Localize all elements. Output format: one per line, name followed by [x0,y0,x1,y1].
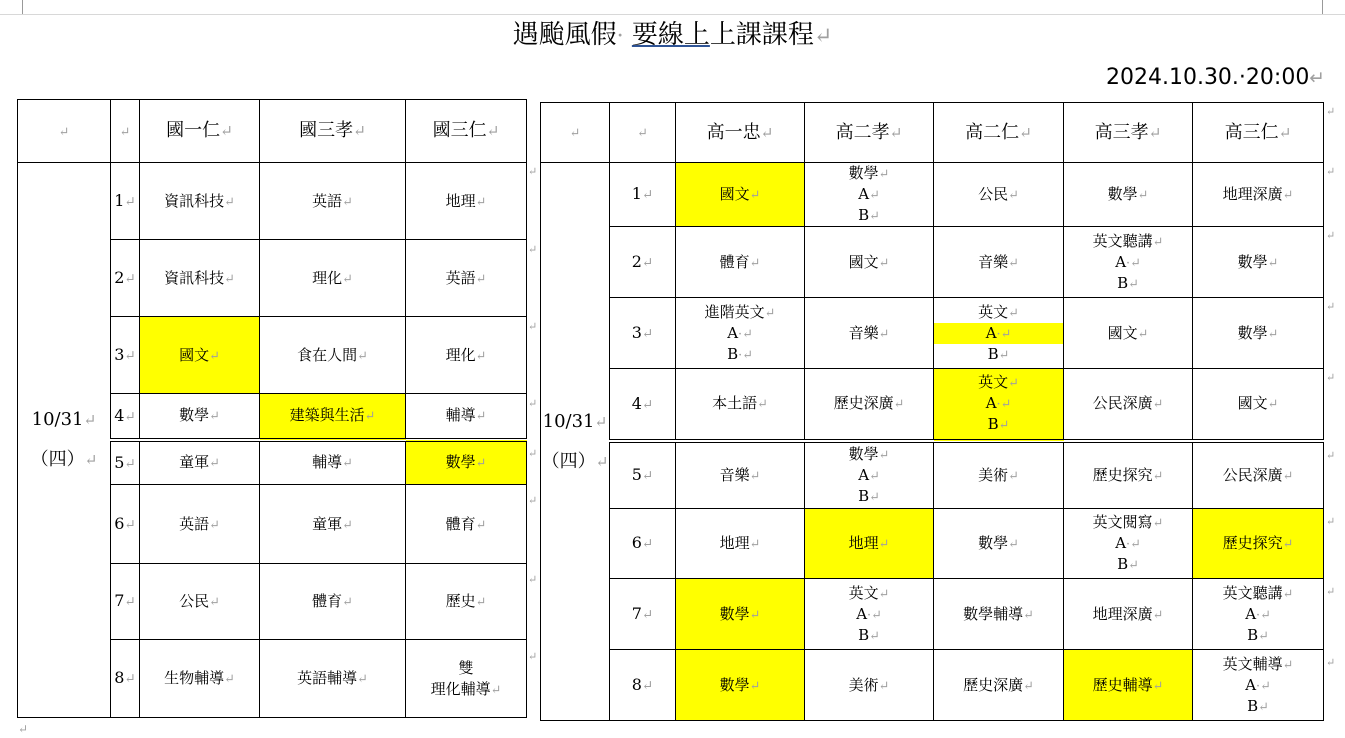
schedule-cell: 英語↵ [140,485,260,564]
schedule-cell: 本土語↵ [676,369,805,441]
period-number: 5↵ [610,441,676,509]
page-top-edge [0,0,1345,15]
period-number: 5↵ [111,440,140,485]
schedule-cell: 國文↵ [805,227,934,298]
row-end-mark: ↵ [1326,449,1336,462]
class-header: 高二仁↵ [934,103,1064,163]
header-period-cell: ↵ [610,103,676,163]
schedule-cell: 地理↵ [676,509,805,579]
class-header: 高三仁↵ [1193,103,1324,163]
schedule-cell: 歷史↵ [406,564,527,640]
schedule-cell: 英語輔導↵ [260,640,406,718]
row-end-mark: ↵ [528,494,538,507]
schedule-cell: 生物輔導↵ [140,640,260,718]
schedule-cell-highlighted: 數學↵ [406,440,527,485]
schedule-cell: 地理↵ [406,163,527,240]
schedule-cell: 音樂↵ [676,441,805,509]
period-number: 8↵ [111,640,140,718]
schedule-cell: 美術↵ [934,441,1064,509]
date-time-stamp [1106,64,1325,93]
schedule-cell: 理化↵ [406,317,527,394]
title-part-2: 要線上 [631,20,710,50]
schedule-cell: 美術↵ [805,650,934,721]
period-number: 4↵ [111,394,140,440]
margin-corner-left [10,0,23,14]
schedule-cell-split: 數學↵ A↵ B↵ [805,163,934,227]
header-empty-cell: ↵ [541,103,610,163]
row-end-mark: ↵ [1326,229,1336,242]
row-end-mark: ↵ [1326,300,1336,313]
row-end-mark: ↵ [528,397,538,410]
schedule-cell: 食在人間↵ [260,317,406,394]
header-empty-cell: ↵ [18,100,111,163]
schedule-cell-highlighted: 歷史探究↵ [1193,509,1324,579]
row-end-mark: ↵ [1326,656,1336,669]
schedule-cell: 國文↵ [1064,298,1193,369]
schedule-cell-split: 數學↵ A↵ B↵ [805,441,934,509]
schedule-cell: 輔導↵ [260,440,406,485]
class-header: 國三仁↵ [406,100,527,163]
period-number: 7↵ [111,564,140,640]
paragraph-mark: ↵ [813,23,833,49]
period-number: 1↵ [610,163,676,227]
period-number: 3↵ [610,298,676,369]
schedule-cell: 英語↵ [260,163,406,240]
header-period-cell: ↵ [111,100,140,163]
class-header: 國三孝↵ [260,100,406,163]
paragraph-mark: ↵ [1309,68,1325,89]
period-number: 6↵ [610,509,676,579]
class-header: 高二孝↵ [805,103,934,163]
row-end-mark: ↵ [528,243,538,256]
schedule-cell: 數學↵ [140,394,260,440]
schedule-cell: 數學↵ [1064,163,1193,227]
period-number: 2↵ [111,240,140,317]
row-end-mark: ↵ [1326,165,1336,178]
schedule-cell: 資訊科技↵ [140,240,260,317]
schedule-cell: 英語↵ [406,240,527,317]
schedule-cell: 資訊科技↵ [140,163,260,240]
schedule-cell: 數學輔導↵ [934,579,1064,650]
schedule-cell: 地理深廣↵ [1064,579,1193,650]
row-end-mark: ↵ [528,320,538,333]
schedule-cell: 數學↵ [1193,227,1324,298]
title-part-1: 遇颱風假 [512,20,617,50]
title-part-3: 上課課程 [709,20,814,50]
schedule-cell: 歷史深廣↵ [805,369,934,441]
period-number: 3↵ [111,317,140,394]
date-time-text: 2024.10.30.·20:00 [1105,65,1310,90]
period-number: 6↵ [111,485,140,564]
schedule-cell: 歷史深廣↵ [934,650,1064,721]
schedule-cell-highlighted: 數學↵ [676,579,805,650]
day-cell: 10/31↵ （四）↵ [18,163,111,718]
schedule-cell: 童軍↵ [260,485,406,564]
end-paragraph-mark: ↵ [18,722,29,736]
schedule-cell: 歷史探究↵ [1064,441,1193,509]
schedule-cell: 體育↵ [406,485,527,564]
schedule-cell: 音樂↵ [934,227,1064,298]
schedule-cell: 公民↵ [934,163,1064,227]
page-title: 遇颱風假· 要線上上課課程↵ [512,20,833,50]
schedule-cell-highlighted: 國文↵ [676,163,805,227]
row-end-mark: ↵ [1326,585,1336,598]
period-number: 8↵ [610,650,676,721]
schedule-cell: 公民深廣↵ [1193,441,1324,509]
schedule-cell-split: 英文↵ A·↵ B↵ [805,579,934,650]
row-end-mark: ↵ [528,573,538,586]
schedule-cell: 國文↵ [1193,369,1324,441]
period-number: 4↵ [610,369,676,441]
schedule-cell-highlighted: 建築與生活↵ [260,394,406,440]
schedule-cell-split: 英文閱寫↵ A·↵ B↵ [1064,509,1193,579]
schedule-cell: 公民↵ [140,564,260,640]
schedule-cell-split: 英文↵ A·↵ B↵ [934,298,1064,369]
schedule-cell-split: 英文聽講↵ A·↵ B↵ [1193,579,1324,650]
row-end-mark: ↵ [1326,371,1336,384]
margin-corner-right [1322,0,1335,14]
schedule-cell-split: 進階英文↵ A·↵ B·↵ [676,298,805,369]
schedule-cell: 數學↵ [1193,298,1324,369]
schedule-cell: 音樂↵ [805,298,934,369]
class-header: 國一仁↵ [140,100,260,163]
row-end-mark: ↵ [1326,515,1336,528]
class-header: 高三孝↵ [1064,103,1193,163]
class-header: 高一忠↵ [676,103,805,163]
period-number: 1↵ [111,163,140,240]
schedule-cell: 公民深廣↵ [1064,369,1193,441]
schedule-cell: 輔導↵ [406,394,527,440]
row-end-mark: ↵ [528,650,538,663]
senior-high-schedule-table [540,102,1324,721]
schedule-cell-highlighted: 國文↵ [140,317,260,394]
row-end-mark: ↵ [528,165,538,178]
schedule-cell: 數學↵ [934,509,1064,579]
schedule-cell-highlighted: 地理↵ [805,509,934,579]
schedule-cell: 童軍↵ [140,440,260,485]
schedule-cell: 理化↵ [260,240,406,317]
schedule-cell-split-highlighted: 英文↵ A·↵ B↵ [934,369,1064,441]
schedule-cell: 雙 理化輔導↵ [406,640,527,718]
schedule-cell-split: 英文輔導↵ A·↵ B↵ [1193,650,1324,721]
period-number: 2↵ [610,227,676,298]
schedule-cell-highlighted: 歷史輔導↵ [1064,650,1193,721]
junior-high-schedule-table [17,99,527,718]
period-number: 7↵ [610,579,676,650]
schedule-cell: 體育↵ [676,227,805,298]
row-end-mark: ↵ [1326,105,1336,118]
day-cell: 10/31↵ （四）↵ [541,163,610,721]
schedule-cell: 地理深廣↵ [1193,163,1324,227]
schedule-cell-split: 英文聽講↵ A·↵ B↵ [1064,227,1193,298]
schedule-cell: 體育↵ [260,564,406,640]
schedule-cell-highlighted: 數學↵ [676,650,805,721]
row-end-mark: ↵ [528,447,538,460]
